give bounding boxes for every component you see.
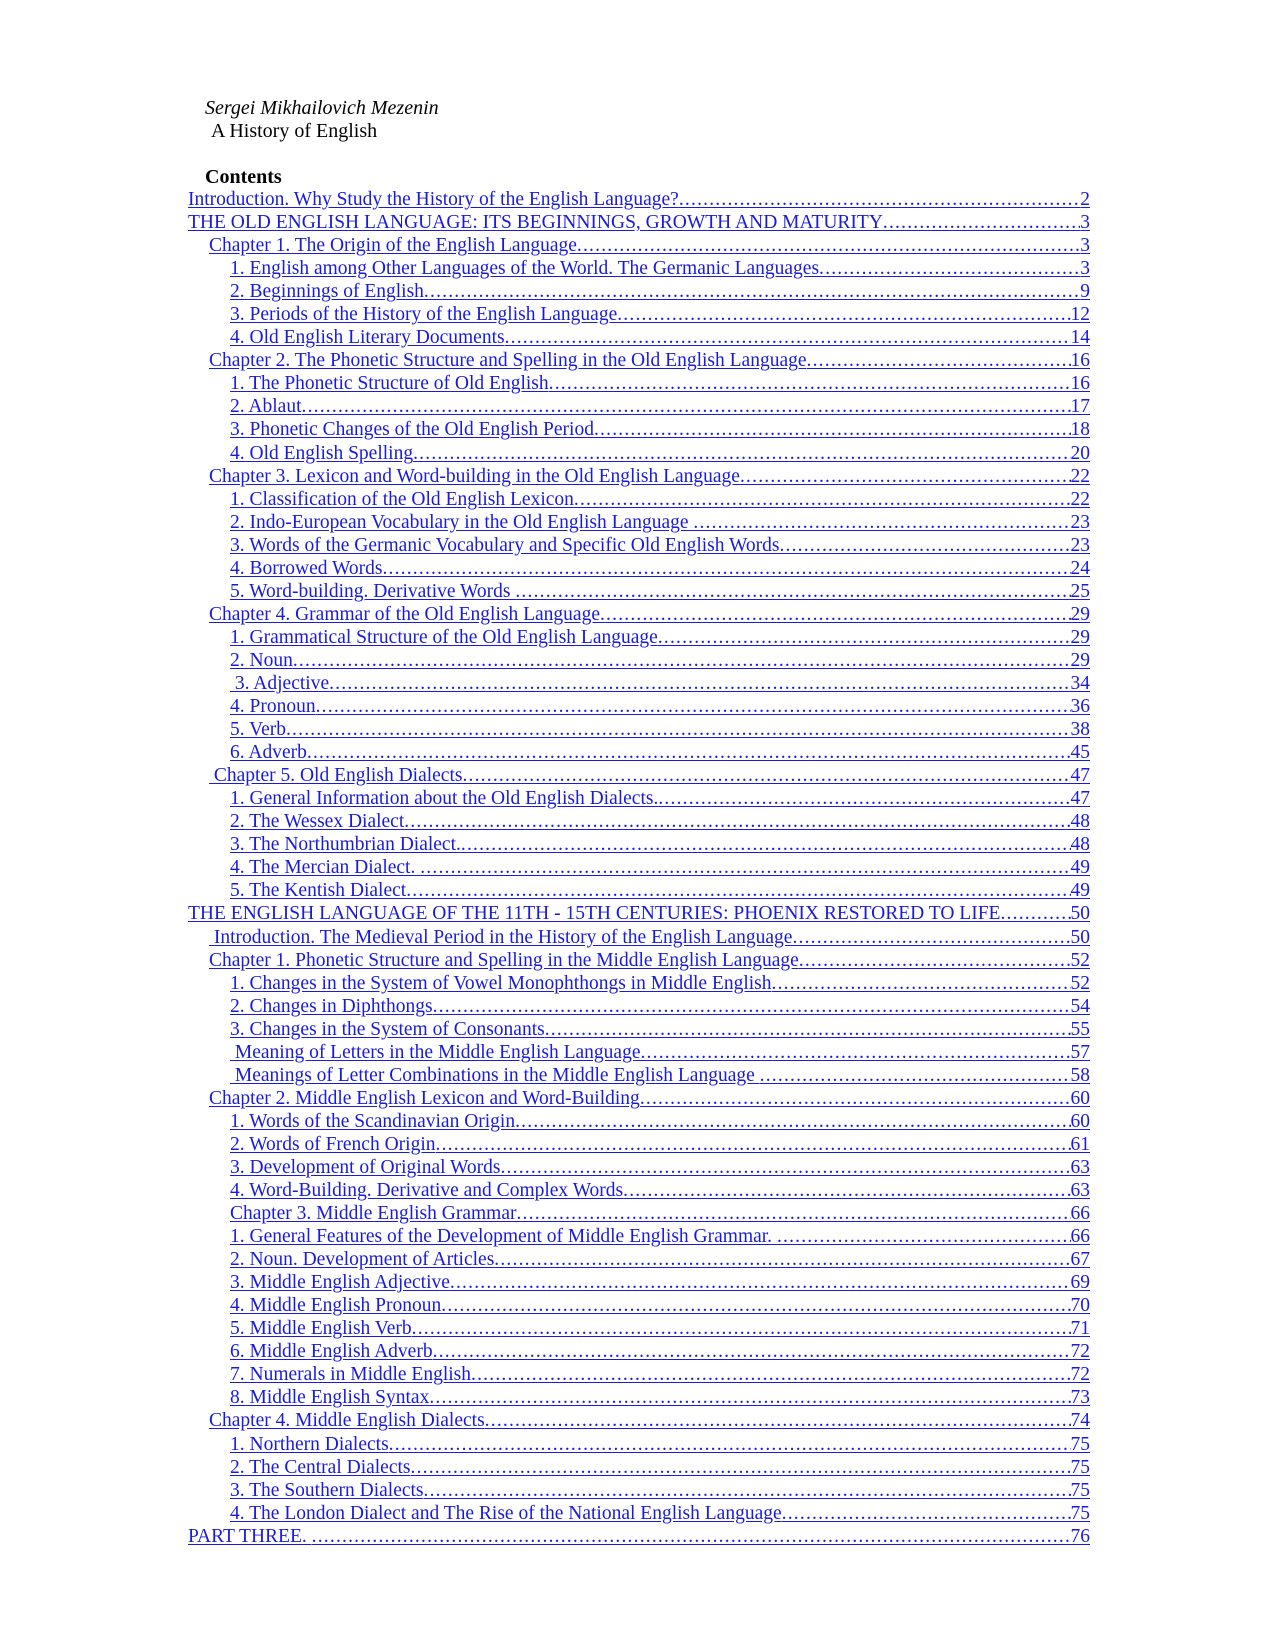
toc-page-number: 2 <box>1080 189 1090 210</box>
toc-page-number: 24 <box>1070 557 1090 579</box>
toc-dot-leader <box>307 741 1071 764</box>
toc-dot-leader <box>329 672 1070 695</box>
toc-page-number: 60 <box>1070 1110 1090 1132</box>
toc-dot-leader <box>549 372 1071 395</box>
toc-dot-leader <box>505 326 1071 349</box>
toc-entry-title: 4. The Mercian Dialect. <box>230 857 421 879</box>
toc-entry[interactable] <box>188 926 1090 949</box>
toc-page-number: 54 <box>1070 995 1090 1017</box>
toc-entry[interactable] <box>188 418 1090 441</box>
toc-entry[interactable] <box>188 649 1090 672</box>
toc-page-number: 20 <box>1070 442 1090 464</box>
toc-entry[interactable] <box>188 1294 1090 1317</box>
toc-entry-title: 1. Grammatical Structure of the Old English Language <box>230 626 658 648</box>
toc-entry-title: 1. Changes in the System of Vowel Monophthongs in Middle English <box>230 972 772 994</box>
toc-dot-leader <box>679 188 1080 211</box>
toc-entry[interactable] <box>188 372 1090 395</box>
toc-page-number: 16 <box>1070 350 1090 372</box>
toc-entry-title: 6. Adverb <box>230 742 307 764</box>
toc-page-number: 18 <box>1070 419 1090 441</box>
toc-entry-title: Chapter 2. The Phonetic Structure and Spelling in the Old English Language <box>209 350 807 372</box>
toc-entry[interactable] <box>188 534 1090 557</box>
toc-entry-title: 3. Development of Original Words <box>230 1156 501 1178</box>
toc-dot-leader <box>515 1110 1070 1133</box>
toc-page-number: 29 <box>1070 603 1090 625</box>
toc-entry[interactable] <box>188 695 1090 718</box>
toc-entry-title: 2. The Wessex Dialect <box>230 811 405 833</box>
toc-page-number: 34 <box>1070 672 1090 694</box>
toc-entry[interactable] <box>188 856 1090 879</box>
toc-page-number: 47 <box>1070 788 1090 810</box>
toc-entry[interactable] <box>188 1110 1090 1133</box>
toc-entry[interactable] <box>188 1340 1090 1363</box>
toc-entry-title: 5. Word-building. Derivative Words <box>230 580 516 602</box>
toc-page-number: 61 <box>1070 1133 1090 1155</box>
toc-entry[interactable] <box>188 764 1090 787</box>
toc-entry-title: 7. Numerals in Middle English <box>230 1364 472 1386</box>
toc-entry-title: 2. Words of French Origin <box>230 1133 436 1155</box>
toc-entry-title: PART THREE. <box>188 1525 312 1547</box>
toc-dot-leader <box>461 833 1071 856</box>
toc-page-number: 66 <box>1070 1203 1090 1225</box>
toc-entry[interactable] <box>188 465 1090 488</box>
toc-dot-leader <box>545 1018 1071 1041</box>
toc-dot-leader <box>760 1064 1071 1087</box>
toc-page-number: 70 <box>1070 1295 1090 1317</box>
toc-entry-title: 4. Word-Building. Derivative and Complex Words <box>230 1180 624 1202</box>
toc-page-number: 23 <box>1070 511 1090 533</box>
toc-dot-leader <box>779 534 1070 557</box>
toc-entry-title: 4. Middle English Pronoun <box>230 1295 442 1317</box>
toc-entry-title: 1. Words of the Scandinavian Origin <box>230 1110 516 1132</box>
toc-dot-leader <box>302 395 1071 418</box>
toc-dot-leader <box>312 1525 1071 1548</box>
toc-dot-leader <box>406 879 1070 902</box>
toc-dot-leader <box>413 442 1070 465</box>
toc-entry-title: Meanings of Letter Combinations in the Middle English Language <box>230 1064 760 1086</box>
toc-entry[interactable] <box>188 1225 1090 1248</box>
toc-page-number: 48 <box>1070 811 1090 833</box>
toc-page-number: 9 <box>1080 281 1090 303</box>
toc-page-number: 66 <box>1070 1226 1090 1248</box>
toc-page-number: 29 <box>1070 626 1090 648</box>
toc-entry-title: 5. The Kentish Dialect <box>230 880 407 902</box>
toc-entry[interactable] <box>188 1179 1090 1202</box>
toc-page-number: 72 <box>1070 1364 1090 1386</box>
toc-entry[interactable] <box>188 1409 1090 1432</box>
toc-page-number: 22 <box>1070 488 1090 510</box>
toc-entry[interactable] <box>188 442 1090 465</box>
toc-entry[interactable] <box>188 280 1090 303</box>
toc-entry[interactable] <box>188 1363 1090 1386</box>
toc-entry[interactable] <box>188 349 1090 372</box>
toc-dot-leader <box>450 1271 1071 1294</box>
toc-dot-leader <box>429 1386 1070 1409</box>
toc-entry[interactable] <box>188 257 1090 280</box>
toc-dot-leader <box>740 465 1071 488</box>
toc-page-number: 17 <box>1070 396 1090 418</box>
toc-dot-leader <box>623 1179 1070 1202</box>
toc-entry-title: Chapter 2. Middle English Lexicon and Word-Building <box>209 1087 640 1109</box>
toc-dot-leader <box>516 1202 1070 1225</box>
toc-entry[interactable] <box>188 1525 1090 1548</box>
toc-page-number: 72 <box>1070 1341 1090 1363</box>
toc-dot-leader <box>577 234 1080 257</box>
toc-dot-leader <box>500 1156 1070 1179</box>
toc-entry[interactable] <box>188 1064 1090 1087</box>
toc-entry-title: Chapter 5. Old English Dialects <box>209 765 463 787</box>
toc-dot-leader <box>772 972 1071 995</box>
toc-entry-title: 4. Old English Literary Documents <box>230 327 505 349</box>
toc-dot-leader <box>594 418 1071 441</box>
toc-dot-leader <box>1000 902 1070 925</box>
toc-page-number: 12 <box>1070 304 1090 326</box>
toc-dot-leader <box>293 649 1071 672</box>
toc-entry[interactable] <box>188 234 1090 257</box>
toc-page-number: 52 <box>1070 972 1090 994</box>
toc-dot-leader <box>404 810 1070 833</box>
toc-entry[interactable] <box>188 1317 1090 1340</box>
toc-entry[interactable] <box>188 580 1090 603</box>
toc-entry-title: Meaning of Letters in the Middle English Language <box>230 1041 641 1063</box>
toc-dot-leader <box>883 211 1080 234</box>
toc-page-number: 60 <box>1070 1087 1090 1109</box>
toc-entry[interactable] <box>188 1386 1090 1409</box>
toc-page-number: 50 <box>1070 903 1090 925</box>
toc-dot-leader <box>462 764 1070 787</box>
toc-entry-title: 4. Borrowed Words <box>230 557 383 579</box>
toc-entry-title: 8. Middle English Syntax <box>230 1387 430 1409</box>
toc-entry-title: 2. Changes in Diphthongs <box>230 995 433 1017</box>
toc-entry-title: 1. General Features of the Development of Middle English Grammar. <box>230 1226 777 1248</box>
toc-dot-leader <box>819 257 1080 280</box>
toc-dot-leader <box>441 1294 1070 1317</box>
toc-entry[interactable] <box>188 1248 1090 1271</box>
toc-entry[interactable] <box>188 810 1090 833</box>
toc-page-number: 75 <box>1070 1502 1090 1524</box>
toc-dot-leader <box>782 1502 1071 1525</box>
toc-dot-leader <box>799 949 1071 972</box>
toc-entry-title: 1. The Phonetic Structure of Old English <box>230 373 549 395</box>
toc-entry-title: Introduction. Why Study the History of the English Language? <box>188 189 679 210</box>
book-title: A History of English <box>211 120 378 142</box>
toc-dot-leader <box>792 926 1070 949</box>
toc-entry[interactable] <box>188 395 1090 418</box>
toc-entry[interactable] <box>188 1456 1090 1479</box>
toc-entry-title: 1. Northern Dialects <box>230 1433 389 1455</box>
toc-entry[interactable] <box>188 326 1090 349</box>
toc-entry[interactable] <box>188 972 1090 995</box>
toc-page-number: 57 <box>1070 1041 1090 1063</box>
toc-entry[interactable] <box>188 902 1090 925</box>
toc-entry-title: 3. Periods of the History of the English Language <box>230 304 618 326</box>
toc-dot-leader <box>494 1248 1070 1271</box>
toc-entry-title: 3. Phonetic Changes of the Old English Period <box>230 419 594 441</box>
toc-entry-title: THE ENGLISH LANGUAGE OF THE 11TH - 15TH CENTURIES: PHOENIX RESTORED TO LIFE <box>188 903 1001 925</box>
toc-entry-title: 3. Adjective <box>230 672 330 694</box>
toc-entry-title: 1. General Information about the Old English Dialects. <box>230 788 659 810</box>
toc-page-number: 75 <box>1070 1479 1090 1501</box>
toc-page-number: 49 <box>1070 857 1090 879</box>
toc-dot-leader <box>617 303 1070 326</box>
toc-entry[interactable] <box>188 1202 1090 1225</box>
toc-page-number: 22 <box>1070 465 1090 487</box>
toc-dot-leader <box>640 1087 1071 1110</box>
toc-page-number: 48 <box>1070 834 1090 856</box>
toc-entry[interactable] <box>188 672 1090 695</box>
toc-entry[interactable] <box>188 303 1090 326</box>
toc-dot-leader <box>693 511 1070 534</box>
toc-entry-title: THE OLD ENGLISH LANGUAGE: ITS BEGINNINGS, GROWTH AND MATURITY <box>188 212 883 234</box>
toc-page-number: 3 <box>1080 235 1090 257</box>
toc-page-number: 16 <box>1070 373 1090 395</box>
toc-entry[interactable] <box>188 626 1090 649</box>
toc-entry-title: 3. The Northumbrian Dialect. <box>230 834 461 856</box>
author-name: Sergei Mikhailovich Mezenin <box>205 97 439 119</box>
toc-entry-title: Chapter 1. Phonetic Structure and Spelling in the Middle English Language <box>209 949 799 971</box>
toc-entry-title: Chapter 3. Lexicon and Word-building in the Old English Language <box>209 465 740 487</box>
toc-dot-leader <box>420 856 1070 879</box>
toc-entry-title: 3. The Southern Dialects <box>230 1479 424 1501</box>
toc-dot-leader <box>286 718 1071 741</box>
toc-dot-leader <box>600 603 1071 626</box>
toc-page-number: 69 <box>1070 1272 1090 1294</box>
toc-dot-leader <box>658 626 1071 649</box>
toc-entry[interactable] <box>188 1156 1090 1179</box>
toc-entry-title: 2. The Central Dialects <box>230 1456 411 1478</box>
toc-entry-title: 4. The London Dialect and The Rise of the National English Language <box>230 1502 782 1524</box>
toc-dot-leader <box>640 1041 1070 1064</box>
toc-page-number: 14 <box>1070 327 1090 349</box>
toc-entry[interactable] <box>188 1041 1090 1064</box>
toc-entry-title: 5. Verb <box>230 719 286 741</box>
toc-entry-title: 4. Old English Spelling <box>230 442 414 464</box>
toc-dot-leader <box>389 1433 1071 1456</box>
toc-page-number: 47 <box>1070 765 1090 787</box>
toc-entry[interactable] <box>188 1433 1090 1456</box>
toc-page-number: 38 <box>1070 719 1090 741</box>
toc-entry-title: 6. Middle English Adverb <box>230 1341 433 1363</box>
toc-entry-title: 2. Beginnings of English <box>230 281 424 303</box>
toc-dot-leader <box>515 580 1070 603</box>
toc-entry[interactable] <box>188 1018 1090 1041</box>
toc-entry[interactable] <box>188 1271 1090 1294</box>
toc-page-number: 29 <box>1070 649 1090 671</box>
toc-entry[interactable] <box>188 741 1090 764</box>
toc-dot-leader <box>574 488 1071 511</box>
contents-heading: Contents <box>205 166 282 188</box>
toc-page-number: 3 <box>1080 258 1090 280</box>
toc-dot-leader <box>777 1225 1071 1248</box>
toc-dot-leader <box>485 1409 1071 1432</box>
toc-entry[interactable] <box>188 995 1090 1018</box>
toc-entry-title: Chapter 4. Grammar of the Old English Language <box>209 603 600 625</box>
toc-entry[interactable] <box>188 833 1090 856</box>
toc-dot-leader <box>382 557 1070 580</box>
toc-entry[interactable] <box>188 211 1090 234</box>
toc-entry[interactable] <box>188 511 1090 534</box>
toc-entry-title: 5. Middle English Verb <box>230 1318 412 1340</box>
toc-page-number: 73 <box>1070 1387 1090 1409</box>
toc-page-number: 52 <box>1070 949 1090 971</box>
toc-entry[interactable] <box>188 1502 1090 1525</box>
toc-page-number: 74 <box>1070 1410 1090 1432</box>
toc-entry[interactable] <box>188 949 1090 972</box>
toc-entry-title: 2. Noun. Development of Articles <box>230 1249 495 1271</box>
toc-entry-title: 2. Noun <box>230 649 293 671</box>
toc-entry-title: 1. Classification of the Old English Lexicon <box>230 488 574 510</box>
toc-dot-leader <box>658 787 1070 810</box>
toc-page-number: 55 <box>1070 1018 1090 1040</box>
toc-dot-leader <box>424 1479 1071 1502</box>
toc-entry[interactable] <box>188 1479 1090 1502</box>
toc-entry-title: 3. Words of the Germanic Vocabulary and Specific Old English Words <box>230 534 780 556</box>
toc-dot-leader <box>807 349 1071 372</box>
toc-page-number: 3 <box>1080 212 1090 234</box>
toc-entry-title: Chapter 4. Middle English Dialects <box>209 1410 485 1432</box>
toc-dot-leader <box>436 1133 1071 1156</box>
toc-page-number: 25 <box>1070 580 1090 602</box>
toc-entry-title: 1. English among Other Languages of the World. The Germanic Languages <box>230 258 820 280</box>
toc-page-number: 50 <box>1070 926 1090 948</box>
toc-entry[interactable] <box>188 879 1090 902</box>
toc-page-number: 45 <box>1070 742 1090 764</box>
toc-entry-title: Introduction. The Medieval Period in the History of the English Language <box>209 926 793 948</box>
toc-entry[interactable] <box>188 1133 1090 1156</box>
toc-dot-leader <box>433 995 1071 1018</box>
toc-page-number: 76 <box>1070 1525 1090 1547</box>
toc-page-number: 23 <box>1070 534 1090 556</box>
toc-page-number: 75 <box>1070 1433 1090 1455</box>
toc-entry-title: 4. Pronoun <box>230 696 316 718</box>
toc-page-number: 63 <box>1070 1156 1090 1178</box>
toc-entry[interactable] <box>188 188 1090 211</box>
toc-entry-title: 2. Ablaut <box>230 396 302 418</box>
toc-dot-leader <box>433 1340 1071 1363</box>
toc-entry[interactable] <box>188 1087 1090 1110</box>
toc-entry-title: 2. Indo-European Vocabulary in the Old English Language <box>230 511 694 533</box>
toc-entry[interactable] <box>188 488 1090 511</box>
toc-page-number: 36 <box>1070 696 1090 718</box>
toc-entry[interactable] <box>188 787 1090 810</box>
toc-page-number: 63 <box>1070 1180 1090 1202</box>
toc-entry-title: Chapter 3. Middle English Grammar <box>230 1203 517 1225</box>
toc-dot-leader <box>316 695 1071 718</box>
toc-page-number: 58 <box>1070 1064 1090 1086</box>
toc-entry[interactable] <box>188 557 1090 580</box>
toc-dot-leader <box>471 1363 1070 1386</box>
toc-entry-title: 3. Changes in the System of Consonants <box>230 1018 545 1040</box>
toc-dot-leader <box>412 1317 1071 1340</box>
toc-entry[interactable] <box>188 603 1090 626</box>
toc-dot-leader <box>411 1456 1071 1479</box>
toc-page-number: 49 <box>1070 880 1090 902</box>
toc-entry-title: Chapter 1. The Origin of the English Language <box>209 235 577 257</box>
toc-page-number: 75 <box>1070 1456 1090 1478</box>
toc-entry[interactable] <box>188 718 1090 741</box>
toc-page-number: 71 <box>1070 1318 1090 1340</box>
toc-dot-leader <box>424 280 1080 303</box>
table-of-contents <box>188 188 1090 1548</box>
toc-page-number: 67 <box>1070 1249 1090 1271</box>
toc-entry-title: 3. Middle English Adjective <box>230 1272 450 1294</box>
